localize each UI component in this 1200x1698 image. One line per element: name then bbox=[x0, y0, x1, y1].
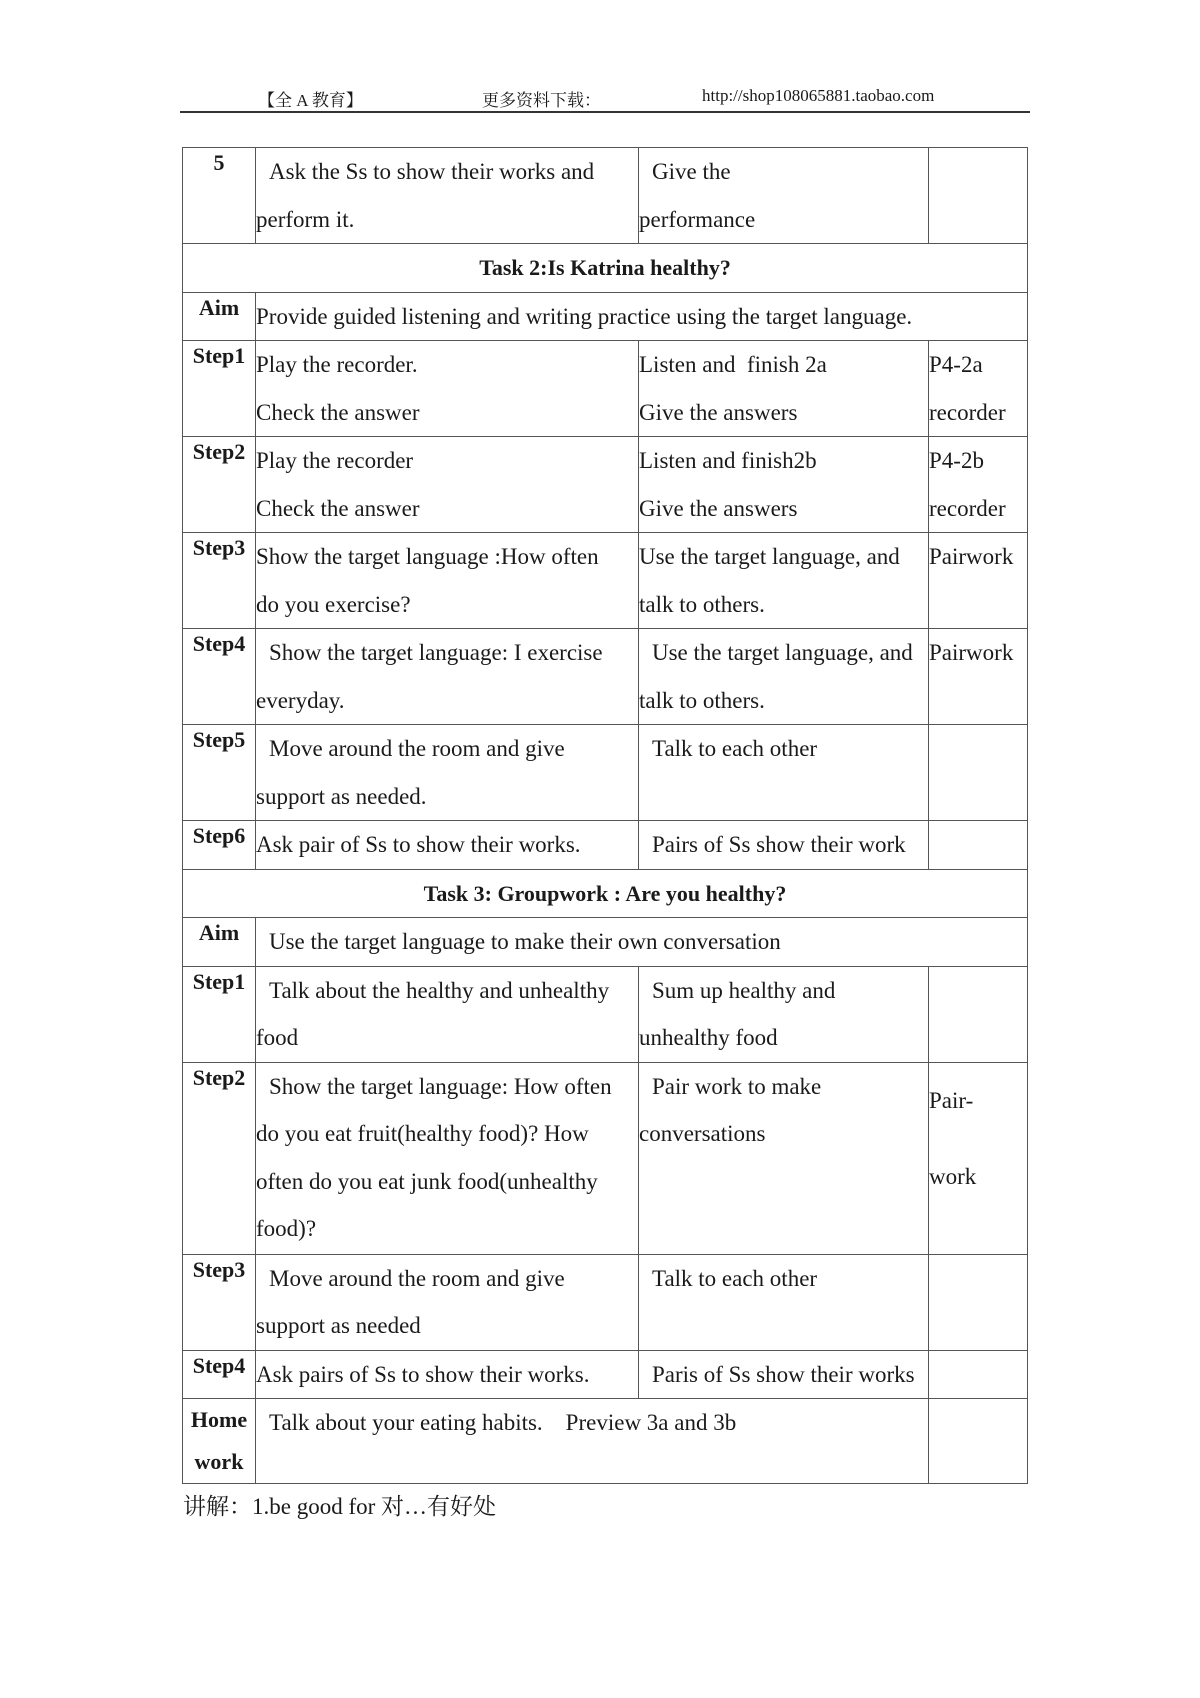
aim-text: Use the target language to make their own conversation bbox=[256, 918, 1028, 967]
table-row bbox=[183, 966, 1028, 1062]
teacher-activity: Ask pairs of Ss to show their works. bbox=[256, 1350, 639, 1399]
table-row bbox=[183, 1399, 1028, 1484]
student-activity: Sum up healthy and unhealthy food bbox=[639, 966, 929, 1062]
row-label: 5 bbox=[183, 148, 256, 244]
lesson-plan-table bbox=[182, 147, 1028, 1484]
header-rule bbox=[180, 111, 1030, 113]
table-row bbox=[183, 1350, 1028, 1399]
table-row bbox=[183, 244, 1028, 293]
row-label: Step1 bbox=[183, 341, 256, 437]
notes-cell bbox=[929, 1254, 1028, 1350]
page-header bbox=[180, 86, 1030, 112]
table-row bbox=[183, 437, 1028, 533]
notes-cell bbox=[929, 966, 1028, 1062]
teacher-activity: Show the target language: I exercise everyday. bbox=[256, 629, 639, 725]
header-download-label: 更多资料下载： bbox=[482, 91, 601, 110]
student-activity: Pairs of Ss show their work bbox=[639, 821, 929, 870]
notes-cell: P4-2b recorder bbox=[929, 437, 1028, 533]
table-row bbox=[183, 292, 1028, 341]
row-label: Aim bbox=[183, 918, 256, 967]
notes-cell: Pairwork bbox=[929, 629, 1028, 725]
student-activity: Listen and finish2b Give the answers bbox=[639, 437, 929, 533]
table-row bbox=[183, 148, 1028, 244]
notes-cell: Pairwork bbox=[929, 533, 1028, 629]
header-brand: 【全 A 教育】 bbox=[258, 91, 363, 110]
student-activity: Use the target language, and talk to others. bbox=[639, 629, 929, 725]
teacher-activity: Ask the Ss to show their works and perform it. bbox=[256, 148, 639, 244]
student-activity: Paris of Ss show their works bbox=[639, 1350, 929, 1399]
homework-text: Talk about your eating habits. Preview 3a and 3b bbox=[256, 1399, 929, 1484]
explanation-note: 讲解：1.be good for 对…有好处 bbox=[183, 1494, 497, 1519]
student-activity: Talk to each other bbox=[639, 725, 929, 821]
teacher-activity: Show the target language: How often do you eat fruit(healthy food)? How often do you eat junk food(unhealthy food)? bbox=[256, 1062, 639, 1254]
table-row bbox=[183, 533, 1028, 629]
notes-cell bbox=[929, 821, 1028, 870]
table-row bbox=[183, 629, 1028, 725]
row-label: Step4 bbox=[183, 1350, 256, 1399]
table-row bbox=[183, 1062, 1028, 1254]
teacher-activity: Ask pair of Ss to show their works. bbox=[256, 821, 639, 870]
teacher-activity: Move around the room and give support as needed. bbox=[256, 725, 639, 821]
teacher-activity: Move around the room and give support as needed bbox=[256, 1254, 639, 1350]
student-activity: Pair work to make conversations bbox=[639, 1062, 929, 1254]
table-row bbox=[183, 1254, 1028, 1350]
table-row bbox=[183, 725, 1028, 821]
row-label: Aim bbox=[183, 292, 256, 341]
row-label: Step5 bbox=[183, 725, 256, 821]
row-label: Home work bbox=[183, 1399, 256, 1484]
student-activity: Listen and finish 2a Give the answers bbox=[639, 341, 929, 437]
notes-cell: Pair- work bbox=[929, 1062, 1028, 1254]
table-row bbox=[183, 918, 1028, 967]
notes-cell bbox=[929, 725, 1028, 821]
row-label: Step6 bbox=[183, 821, 256, 870]
header-shop-url[interactable]: http://shop108065881.taobao.com bbox=[702, 86, 935, 105]
notes-cell bbox=[929, 1350, 1028, 1399]
row-label: Step3 bbox=[183, 533, 256, 629]
student-activity: Talk to each other bbox=[639, 1254, 929, 1350]
teacher-activity: Play the recorder. Check the answer bbox=[256, 341, 639, 437]
table-row bbox=[183, 869, 1028, 918]
notes-cell: P4-2a recorder bbox=[929, 341, 1028, 437]
student-activity: Give the performance bbox=[639, 148, 929, 244]
row-label: Step1 bbox=[183, 966, 256, 1062]
row-label: Step2 bbox=[183, 437, 256, 533]
task-title: Task 2:Is Katrina healthy? bbox=[183, 244, 1028, 293]
task-title: Task 3: Groupwork : Are you healthy? bbox=[183, 869, 1028, 918]
teacher-activity: Play the recorder Check the answer bbox=[256, 437, 639, 533]
notes-cell bbox=[929, 1399, 1028, 1484]
teacher-activity: Talk about the healthy and unhealthy food bbox=[256, 966, 639, 1062]
aim-text: Provide guided listening and writing practice using the target language. bbox=[256, 292, 1028, 341]
notes-cell bbox=[929, 148, 1028, 244]
row-label: Step2 bbox=[183, 1062, 256, 1254]
row-label: Step4 bbox=[183, 629, 256, 725]
teacher-activity: Show the target language :How often do you exercise? bbox=[256, 533, 639, 629]
student-activity: Use the target language, and talk to others. bbox=[639, 533, 929, 629]
table-row bbox=[183, 341, 1028, 437]
row-label: Step3 bbox=[183, 1254, 256, 1350]
table-row bbox=[183, 821, 1028, 870]
